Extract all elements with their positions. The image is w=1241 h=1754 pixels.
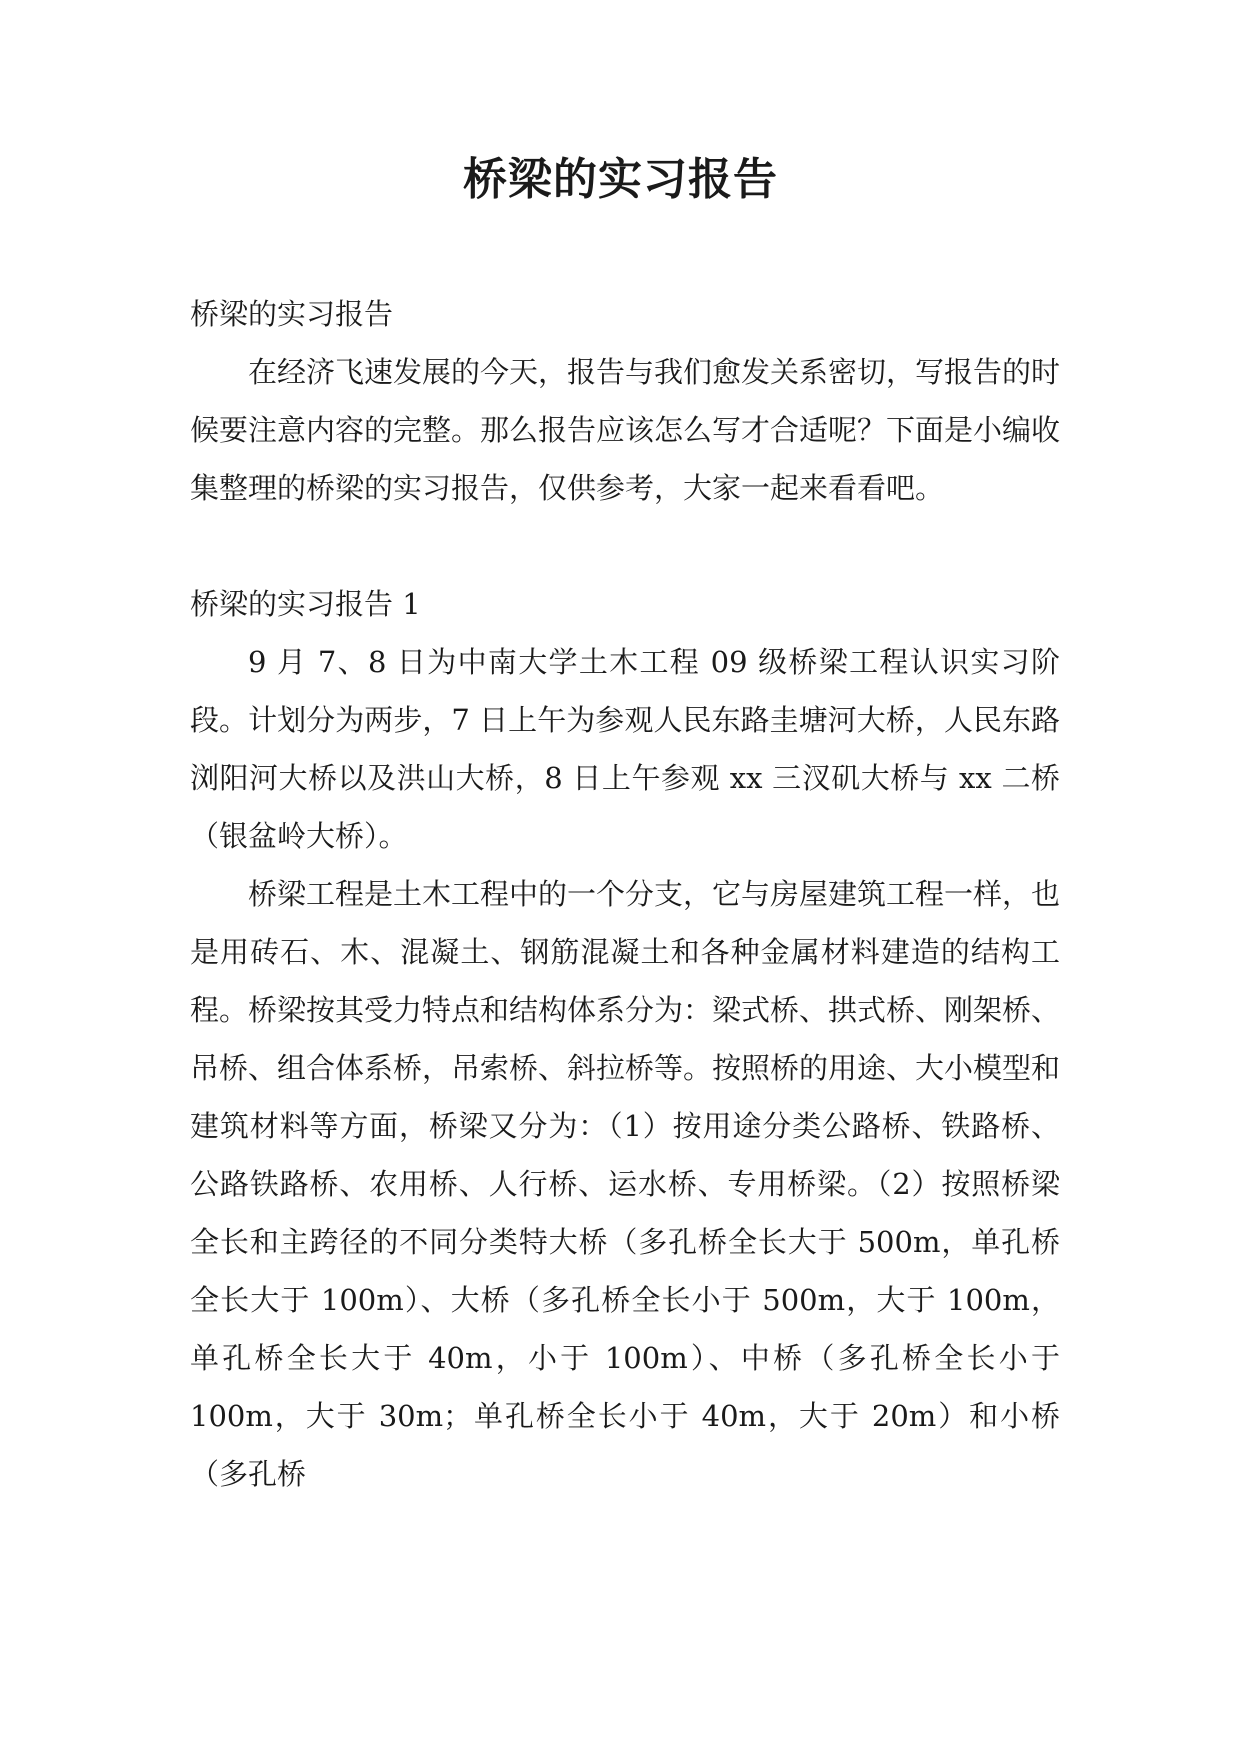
section1-paragraph-2: 桥梁工程是土木工程中的一个分支，它与房屋建筑工程一样，也是用砖石、木、混凝土、钢筋混凝土和各种金属材料建造的结构工程。桥梁按其受力特点和结构体系分为：梁式桥、拱式桥、刚架桥、吊桥、组合体系桥，吊索桥、斜拉桥等。按照桥的用途、大小模型和建筑材料等方面，桥梁又分为：（1）按用途分类公路桥、铁路桥、公路铁路桥、农用桥、人行桥、运水桥、专用桥梁。（2）按照桥梁全长和主跨径的不同分类特大桥（多孔桥全长大于 500m，单孔桥全长大于 100m）、大桥（多孔桥全长小于 500m，大于 100m，单孔桥全长大于 40m，小于 100m）、中桥（多孔桥全长小于 100m，大于 30m；单孔桥全长小于 40m，大于 20m）和小桥（多孔桥 [190, 877, 1061, 1491]
section1-heading: 桥梁的实习报告 1 [190, 587, 421, 621]
section1-paragraph-1: 9 月 7、8 日为中南大学土木工程 09 级桥梁工程认识实习阶段。计划分为两步，7 日上午为参观人民东路圭塘河大桥，人民东路浏阳河大桥以及洪山大桥，8 日上午参观 xx 三汊矶大桥与 xx 二桥（银盆岭大桥）。 [190, 645, 1060, 853]
intro-paragraph: 在经济飞速发展的今天，报告与我们愈发关系密切，写报告的时候要注意内容的完整。那么报告应该怎么写才合适呢？下面是小编收集整理的桥梁的实习报告，仅供参考，大家一起来看看吧。 [190, 355, 1061, 505]
intro-heading: 桥梁的实习报告 [190, 297, 394, 331]
document-body [190, 285, 1060, 1503]
section-spacer [190, 517, 1060, 575]
document-title: 桥梁的实习报告 [463, 154, 778, 205]
